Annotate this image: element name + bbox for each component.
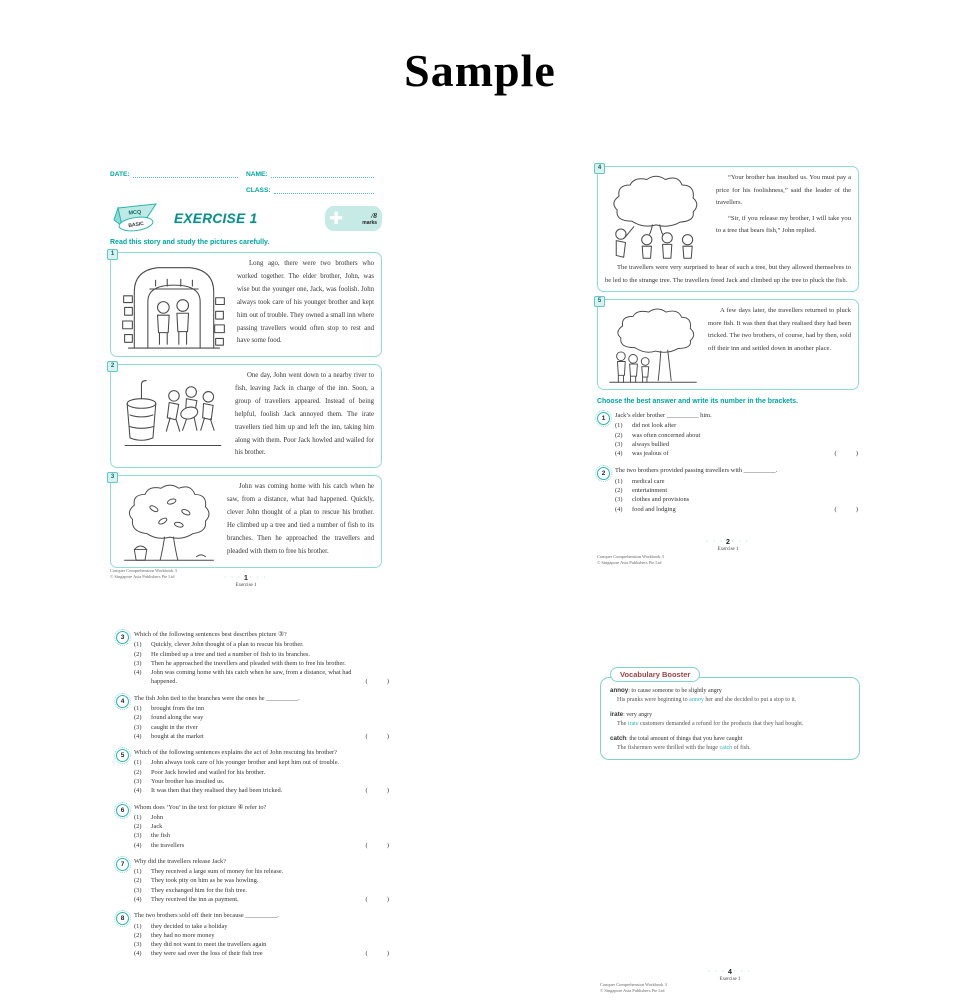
option-text: they decided to take a holiday [151, 922, 228, 930]
option-number: (3) [615, 440, 623, 448]
option-number: (3) [134, 832, 142, 840]
option-number: (3) [134, 777, 142, 785]
option-number: (1) [134, 704, 142, 712]
panel-1-text: Long ago, there were two brothers who worked together. The elder brother, John, was wise but the younger one, Jack, was foolish. John always took care of his younger brother and kept him out of trouble. They owned a small inn where passing travellers would often stop to rest and have some food. [237, 260, 374, 345]
option-text: did not look after [632, 422, 677, 430]
question-number-badge: 8 [116, 912, 129, 925]
option-text: they were sad over the loss of their fish tree [151, 950, 263, 958]
option-text: was often concerned about [632, 431, 701, 439]
option-number: (2) [615, 487, 623, 494]
puzzle-icon: ✚ [329, 208, 344, 228]
question-number-badge: 5 [116, 749, 129, 762]
option-text: medical care [632, 477, 665, 485]
option-text: They received the inn as payment. [151, 896, 239, 904]
option-number: (3) [134, 941, 142, 949]
panel-5-text: A few days later, the travellers returned to pluck more fish. It was then that they realised they had been tricked. The two brothers, of course, had by then, sold off their inn and settled down in another place. [708, 307, 851, 352]
workbook-page-3 [116, 630, 390, 1000]
vocab-definition: : very angry [623, 712, 653, 718]
option-number: (4) [134, 787, 142, 795]
option-text: They exchanged him for the fish tree. [151, 886, 247, 894]
vocab-word: catch [610, 735, 627, 742]
copyright-note: Conquer Comprehension Workbook 3 © Singapore Asia Publishers Pte Ltd [597, 553, 664, 565]
option-number: (2) [134, 650, 142, 658]
panel-4-paragraph-2: “Sir, if you release my brother, I will take you to a tree that bears fish,” John replied. [716, 214, 851, 235]
option-text: Poor Jack howled and wailed for his brother. [151, 768, 266, 776]
answer-brackets: ( ) [834, 450, 859, 458]
story-panel-4 [597, 166, 859, 292]
vocab-keyword: catch [719, 745, 733, 751]
option-text: bought at the market [151, 732, 204, 740]
story-instruction: Read this story and study the pictures carefully. [110, 239, 270, 246]
question-1 [597, 411, 859, 458]
option-text: they had no more money [151, 931, 215, 939]
panel-4-paragraph-3: The travellers were very surprised to hear of such a tree, but they allowed themselves to be led to the strange tree. The travellers freed Jack and climbed up the tree to pluck the fish. [605, 264, 851, 284]
option-number: (4) [134, 732, 142, 740]
vocabulary-booster-tab: Vocabulary Booster [610, 667, 700, 682]
vocabulary-booster-box [600, 677, 860, 760]
vocab-entry-irate [610, 711, 850, 729]
footer-dots: · · · [733, 969, 752, 975]
story-panel-2 [110, 364, 382, 468]
date-label: DATE: [110, 171, 130, 178]
option-number: (1) [615, 477, 623, 485]
option-number: (4) [615, 450, 623, 458]
panel-number: 2 [107, 361, 118, 372]
option-text: Your brother has insulted us. [151, 777, 225, 785]
option-text: John [151, 813, 164, 821]
option-text: always bullied [632, 440, 670, 448]
option-number: (1) [134, 922, 142, 930]
answer-brackets: ( ) [365, 950, 390, 958]
footer-dots: · · · [224, 575, 243, 582]
answer-brackets: ( ) [365, 732, 390, 740]
option-number: (2) [134, 823, 142, 831]
option-text: they did not want to meet the travellers again [151, 941, 267, 949]
vocab-keyword: annoy [689, 697, 704, 703]
option-text: Jack [151, 823, 163, 831]
tree-family-illustration [605, 306, 701, 384]
question-7 [116, 857, 390, 904]
option-text: food and lodging [632, 505, 676, 513]
exercise-header-row [110, 201, 382, 235]
option-number: (2) [134, 768, 142, 776]
answer-brackets: ( ) [834, 505, 859, 513]
option-number: (4) [134, 841, 142, 849]
option-text: He climbed up a tree and tied a number of fish to its branches. [151, 650, 311, 658]
option-number: (3) [134, 723, 142, 731]
question-number-badge: 7 [116, 858, 129, 871]
inn-doorway-illustration [118, 259, 230, 351]
question-number-badge: 3 [116, 631, 129, 644]
story-panel-5 [597, 299, 859, 390]
option-number: (4) [134, 669, 142, 677]
option-text: found along the way [151, 714, 204, 722]
answer-brackets: ( ) [365, 841, 390, 849]
page-number: 2 [726, 539, 730, 546]
option-number: (1) [134, 868, 142, 876]
footer-dots: · · · [706, 539, 725, 545]
story-panel-1 [110, 252, 382, 357]
question-stem: Which of the following sentences explains the act of John rescuing his brother? [134, 749, 338, 757]
class-write-line [274, 186, 374, 194]
option-text: It was then that they realised they had been tricked. [151, 787, 283, 795]
question-stem: The two brothers provided passing travellers with __________. [615, 467, 778, 475]
option-text: Then he approached the travellers and pleaded with them to free his brother. [151, 659, 346, 667]
option-number: (4) [134, 896, 142, 904]
option-text: clothes and provisions [632, 496, 690, 504]
question-8 [116, 911, 390, 958]
vocab-example: His pranks were beginning to annoy her and she decided to put a stop to it. [617, 697, 797, 703]
option-number: (4) [134, 950, 142, 958]
option-text: John always took care of his younger brother and kept him out of trouble. [151, 759, 340, 767]
footer-dots: · · · [731, 539, 750, 545]
option-number: (2) [134, 714, 142, 722]
vocab-word: irate [610, 711, 624, 718]
marks-value: /8 [371, 210, 377, 220]
workbook-page-2 [597, 166, 859, 566]
vocab-example: The fishermen were thrilled with the huge catch of fish. [617, 745, 751, 751]
option-text: John was coming home with his catch when he saw, from a distance, what had happened. [151, 669, 352, 686]
copyright-note: Conquer Comprehension Workbook 3 © Singapore Asia Publishers Pte Ltd [110, 567, 177, 579]
question-2 [597, 466, 859, 513]
workbook-page-4 [600, 664, 860, 994]
page-number: 4 [728, 969, 732, 976]
panel-number: 5 [594, 296, 605, 307]
option-number: (3) [134, 659, 142, 667]
question-stem: The fish John tied to the branches were the ones he __________. [134, 694, 300, 702]
question-stem: Jack’s elder brother __________ him. [615, 412, 712, 420]
question-stem: Why did the travellers release Jack? [134, 857, 227, 865]
answer-brackets: ( ) [365, 896, 390, 904]
option-text: Quickly, clever John thought of a plan to rescue his brother. [151, 641, 304, 649]
question-number-badge: 4 [116, 695, 129, 708]
vocab-entry-annoy [610, 687, 850, 705]
vocab-definition: : to cause someone to be slightly angry [628, 688, 722, 694]
panel-3-text: John was coming home with his catch when he saw, from a distance, what had happened. Quickly, clever John thought of a plan to rescue his brother. He climbed up a tree and tied a number of fish to its branches. Then he approached the travellers and pleaded with them to free his brother. [227, 483, 374, 555]
panel-2-text: One day, John went down to a nearby river to fish, leaving Jack in charge of the inn. Soon, a group of travellers appeared. Instead of being helpful, foolish Jack annoyed them. The irate travellers tied him up and left the inn, taking him along with them. Poor Jack howled and wailed for his brother. [235, 372, 374, 457]
answer-brackets: ( ) [365, 678, 390, 686]
option-number: (1) [134, 759, 142, 767]
question-5 [116, 748, 390, 795]
question-stem: Which of the following sentences best describes picture ③? [134, 631, 287, 638]
fish-tree-illustration [118, 482, 220, 562]
option-number: (2) [134, 931, 142, 939]
option-text: was jealous of [632, 450, 669, 458]
name-label: NAME: [246, 171, 268, 178]
marks-box [325, 206, 382, 231]
option-number: (3) [615, 496, 623, 504]
name-write-line [271, 170, 374, 178]
option-number: (1) [134, 813, 142, 821]
vocab-word: annoy [610, 687, 629, 694]
footer-exercise-label: Exercise 1 [719, 977, 741, 982]
exercise-title: EXERCISE 1 [174, 210, 258, 226]
panel-number: 4 [594, 163, 605, 174]
question-stem: The two brothers sold off their inn because __________. [134, 912, 279, 920]
question-number-badge: 6 [116, 804, 129, 817]
page1-header [110, 170, 382, 194]
vocab-definition: : the total amount of things that you have caught [626, 736, 743, 742]
well-travellers-illustration [118, 371, 228, 457]
page2-footer [597, 539, 859, 552]
question-stem: Whom does ‘You’ in the text for picture ④ refer to? [134, 803, 267, 811]
option-number: (2) [134, 877, 142, 885]
option-text: the travellers [151, 841, 185, 849]
panel-number: 1 [107, 249, 118, 260]
marks-unit-label: marks [362, 219, 377, 226]
footer-exercise-label: Exercise 1 [235, 583, 257, 589]
copyright-note: Conquer Comprehension Workbook 3 © Singapore Asia Publishers Pte Ltd [600, 981, 667, 993]
option-number: (2) [615, 431, 623, 439]
option-text: the fish [151, 832, 170, 840]
question-number-badge: 1 [597, 412, 610, 425]
question-3 [116, 630, 390, 687]
option-text: They took pity on him as he was howling. [151, 877, 259, 885]
vocab-example: The irate customers demanded a refund for the products that they had bought. [617, 721, 804, 727]
question-6 [116, 803, 390, 850]
panel-4-paragraph-1: “Your brother has insulted us. You must pay a price for his foolishness,” said the leader of the travellers. [716, 174, 851, 207]
option-number: (1) [615, 422, 623, 430]
panel-number: 3 [107, 472, 118, 483]
option-number: (1) [134, 641, 142, 649]
footer-exercise-label: Exercise 1 [717, 547, 739, 552]
option-text: They received a large sum of money for his release. [151, 868, 284, 876]
svg-text:BASIC: BASIC [128, 220, 145, 230]
vocab-entry-catch [610, 735, 850, 753]
answer-brackets: ( ) [365, 787, 390, 795]
page-number: 1 [244, 575, 248, 583]
option-number: (4) [615, 505, 623, 513]
option-number: (3) [134, 886, 142, 894]
question-4 [116, 694, 390, 741]
vocab-keyword: irate [627, 721, 639, 727]
footer-dots: · · · [708, 969, 727, 975]
option-text: entertainment [632, 487, 668, 494]
sample-title: Sample [404, 45, 556, 96]
page4-footer [600, 969, 860, 982]
question-number-badge: 2 [597, 467, 610, 480]
mcq-basic-logo-icon [110, 200, 166, 236]
footer-dots: · · · [249, 575, 268, 582]
tree-crowd-illustration [605, 173, 709, 261]
date-write-line [133, 170, 238, 178]
option-text: brought from the inn [151, 704, 205, 712]
story-panel-3 [110, 475, 382, 568]
svg-text:MCQ: MCQ [128, 209, 142, 217]
option-text: caught in the river [151, 723, 198, 731]
mcq-instruction: Choose the best answer and write its number in the brackets. [597, 398, 799, 406]
workbook-page-1 [110, 170, 382, 589]
class-label: CLASS: [246, 187, 271, 194]
